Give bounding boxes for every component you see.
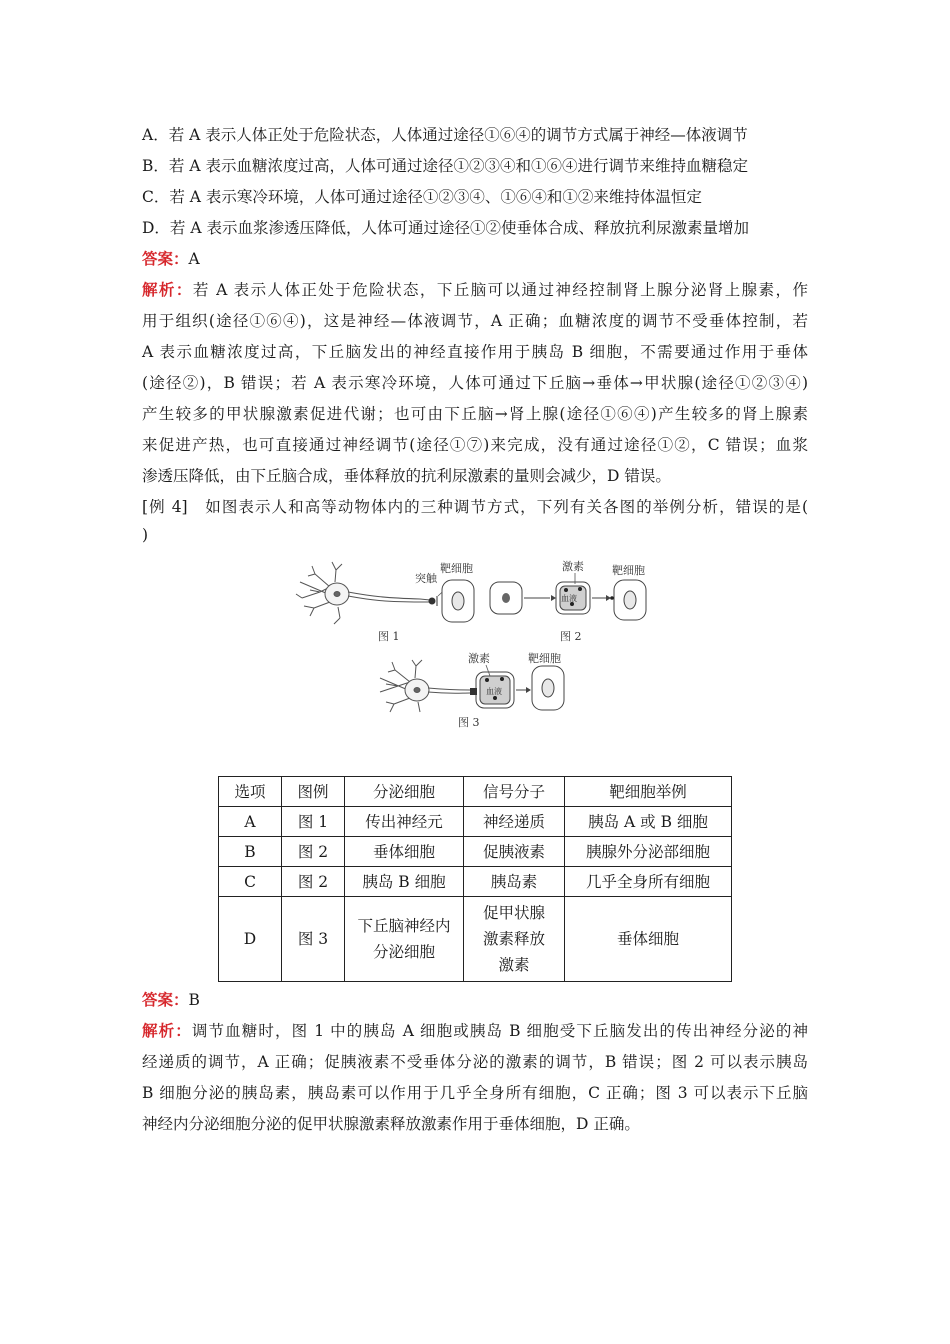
question-stem: [例 4] 如图表示人和高等动物体内的三种调节方式，下列有关各图的举例分析，错误的是( <box>142 498 808 516</box>
table-header-row <box>219 777 732 807</box>
analysis-line <box>142 1021 808 1041</box>
fig2-target-cell <box>610 580 646 620</box>
table-cell: 图 2 <box>282 837 345 867</box>
fig3-hormone-label: 激素 <box>468 652 490 665</box>
answer-line-q4 <box>142 990 200 1010</box>
table-cell: D <box>219 897 282 982</box>
table-row <box>219 867 732 897</box>
fig2-target-label: 靶细胞 <box>612 564 645 577</box>
table-cell: C <box>219 867 282 897</box>
cell-line: 激素 <box>498 956 530 974</box>
table-cell <box>345 897 464 982</box>
header-target-cell: 靶细胞举例 <box>565 777 732 807</box>
fig1-target-label: 靶细胞 <box>440 562 473 575</box>
regulation-figure <box>290 552 670 740</box>
analysis-line: 来促进产热，也可直接通过神经调节(途径①⑦)来完成，没有通过途径①②，C 错误；血浆 <box>142 436 808 454</box>
table-cell: 胰岛素 <box>464 867 565 897</box>
analysis-text: 若 A 表示人体正处于危险状态，下丘脑可以通过神经控制肾上腺分泌肾上腺素，作 <box>192 281 808 299</box>
option-d: D．若 A 表示血浆渗透压降低，人体可通过途径①②使垂体合成、释放抗利尿激素量增加 <box>142 219 749 237</box>
table-cell: 胰岛 A 或 B 细胞 <box>565 807 732 837</box>
fig3-neuron <box>380 660 470 712</box>
analysis-text: 调节血糖时，图 1 中的胰岛 A 细胞或胰岛 B 细胞受下丘脑发出的传出神经分泌的神 <box>191 1022 808 1040</box>
fig1-synapse-label: 突触 <box>415 572 437 585</box>
analysis-label: 解析： <box>142 280 193 299</box>
fig1-target-cell <box>442 580 474 622</box>
answer-label: 答案： <box>142 990 189 1009</box>
analysis-label: 解析： <box>142 1021 192 1040</box>
answer-value: A <box>188 250 200 268</box>
cell-line: 分泌细胞 <box>372 943 435 961</box>
fig3-arrowhead <box>526 687 531 693</box>
fig2-arrowhead-1 <box>551 595 556 601</box>
analysis-line: 产生较多的甲状腺激素促进代谢；也可由下丘脑→肾上腺(途径①⑥④)产生较多的肾上腺素 <box>142 405 808 423</box>
analysis-line <box>142 280 808 300</box>
cell-line: 下丘脑神经内 <box>357 917 451 935</box>
table-row <box>219 837 732 867</box>
analysis-line: A 表示血糖浓度过高，下丘脑发出的神经直接作用于胰岛 B 细胞，不需要通过作用于垂体 <box>142 343 808 361</box>
fig1-synapse <box>429 596 437 606</box>
table-cell: 图 3 <box>282 897 345 982</box>
table-cell: 神经递质 <box>464 807 565 837</box>
table-row <box>219 807 732 837</box>
fig2-hormone-label: 激素 <box>562 560 584 573</box>
fig3-terminal <box>470 688 477 695</box>
header-secreting-cell: 分泌细胞 <box>345 777 464 807</box>
table-cell: 图 1 <box>282 807 345 837</box>
answer-value: B <box>188 991 200 1009</box>
header-figure: 图例 <box>282 777 345 807</box>
table-cell: 促胰液素 <box>464 837 565 867</box>
fig2-secreting-cell <box>490 582 522 614</box>
answer-label: 答案： <box>142 249 189 268</box>
table-cell: 胰腺外分泌部细胞 <box>565 837 732 867</box>
table-cell: 垂体细胞 <box>565 897 732 982</box>
option-c: C．若 A 表示寒冷环境，人体可通过途径①②③④、①⑥④和①②来维持体温恒定 <box>142 188 702 206</box>
analysis-line: 渗透压降低，由下丘脑合成，垂体释放的抗利尿激素的量则会减少，D 错误。 <box>142 467 671 485</box>
header-signal-molecule: 信号分子 <box>464 777 565 807</box>
fig3-caption: 图 3 <box>458 716 480 729</box>
fig2-caption: 图 2 <box>560 630 582 643</box>
answer-line-q3 <box>142 249 200 269</box>
table-cell: 几乎全身所有细胞 <box>565 867 732 897</box>
table-cell: 传出神经元 <box>345 807 464 837</box>
analysis-line: B 细胞分泌的胰岛素，胰岛素可以作用于几乎全身所有细胞，C 正确；图 3 可以表示下丘脑 <box>142 1084 808 1102</box>
question-stem-end: ) <box>142 526 149 544</box>
fig1-neuron <box>296 562 430 624</box>
analysis-line: 经递质的调节，A 正确；促胰液素不受垂体分泌的激素的调节，B 错误；图 2 可以表示胰岛 <box>142 1053 808 1071</box>
table-cell: B <box>219 837 282 867</box>
cell-line: 激素释放 <box>482 930 545 948</box>
cell-line: 促甲状腺 <box>482 904 545 922</box>
table-cell: A <box>219 807 282 837</box>
fig1-caption: 图 1 <box>378 630 400 643</box>
header-option: 选项 <box>219 777 282 807</box>
fig3-blood-label: 血液 <box>486 687 502 696</box>
fig3-target-cell <box>532 666 564 710</box>
table-cell <box>464 897 565 982</box>
table-cell: 胰岛 B 细胞 <box>345 867 464 897</box>
option-a: A．若 A 表示人体正处于危险状态，人体通过途径①⑥④的调节方式属于神经—体液调节 <box>142 126 748 144</box>
table-cell: 垂体细胞 <box>345 837 464 867</box>
table-cell: 图 2 <box>282 867 345 897</box>
analysis-line: 用于组织(途径①⑥④)，这是神经—体液调节，A 正确；血糖浓度的调节不受垂体控制，若 <box>142 312 808 330</box>
table-row <box>219 897 732 982</box>
options-table <box>218 776 732 982</box>
fig3-target-label: 靶细胞 <box>528 652 561 665</box>
analysis-line: 神经内分泌细胞分泌的促甲状腺激素释放激素作用于垂体细胞，D 正确。 <box>142 1115 640 1133</box>
fig2-blood-label: 血液 <box>561 594 577 603</box>
option-b: B．若 A 表示血糖浓度过高，人体可通过途径①②③④和①⑥④进行调节来维持血糖稳定 <box>142 157 748 175</box>
analysis-line: (途径②)，B 错误；若 A 表示寒冷环境，人体可通过下丘脑→垂体→甲状腺(途径①②③④) <box>142 374 808 392</box>
